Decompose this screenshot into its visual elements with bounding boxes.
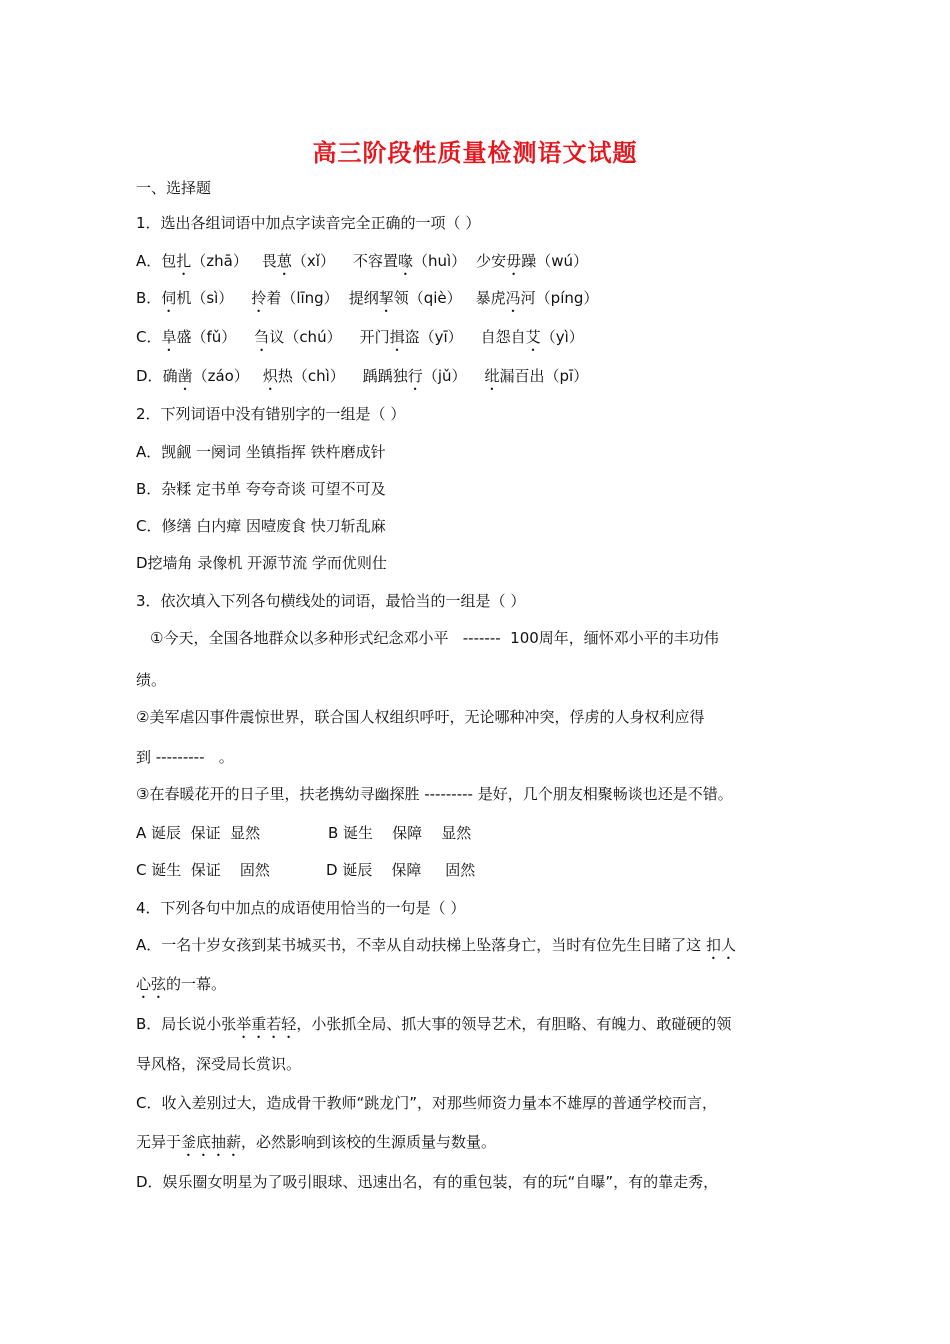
q4-option-a: A．一名十岁女孩到某书城买书，不幸从自动扶梯上坠落身亡，当时有位先生目睹了这 扣人 — [136, 936, 737, 954]
q4-option-c: C．收入差别过大，造成骨干教师“跳龙门”，对那些师资力量本不雄厚的普通学校而言， — [136, 1094, 718, 1112]
q3-sentence-1-cont: 绩。 — [136, 671, 167, 689]
question-4-stem: 4．下列各句中加点的成语使用恰当的一句是（ ） — [136, 899, 466, 917]
q3-sentence-2: ②美军虐囚事件震惊世界，联合国人权组织呼吁，无论哪种冲突，俘虏的人身权利应得 — [136, 708, 705, 726]
q2-option-a: A．觊觎 一阕词 坐镇指挥 铁杵磨成针 — [136, 443, 386, 461]
q4-option-c-cont: 无异于釜底抽薪，必然影响到该校的生源质量与数量。 — [136, 1133, 497, 1151]
q1-option-c: C．阜盛（fǔ） 刍议（chú） 开门揖盗（yī） 自怨自艾（yì） — [136, 328, 584, 346]
q4-option-a-cont: 心弦的一幕。 — [136, 975, 227, 993]
q3-sentence-3: ③在春暖花开的日子里，扶老携幼寻幽探胜 --------- 是好，几个朋友相聚畅谈也还是不错。 — [136, 785, 733, 803]
question-3-stem: 3．依次填入下列各句横线处的词语，最恰当的一组是（ ） — [136, 592, 526, 610]
q3-option-b: B 诞生 保障 显然 — [328, 824, 472, 842]
q3-sentence-1: ①今天，全国各地群众以多种形式纪念邓小平 ------- 100周年，缅怀邓小平的丰功伟 — [150, 629, 719, 647]
page-title: 高三阶段性质量检测语文试题 — [312, 139, 638, 167]
q1-option-b: B．伺机（sì） 拎着（līng） 提纲挈领（qiè） 暴虎冯河（píng） — [136, 289, 599, 307]
q3-option-a: A 诞辰 保证 显然 — [136, 824, 261, 842]
q2-option-b: B．杂糅 定书单 夸夸奇谈 可望不可及 — [136, 480, 386, 498]
q2-option-d: D挖墙角 录像机 开源节流 学而优则仕 — [136, 554, 387, 572]
question-2-stem: 2．下列词语中没有错别字的一组是（ ） — [136, 405, 406, 423]
q1-option-d: D．确凿（záo） 炽热（chì） 踽踽独行（jǔ） 纰漏百出（pī） — [136, 367, 589, 385]
q2-option-c: C．修缮 白内瘴 因噎废食 快刀斩乱麻 — [136, 517, 386, 535]
section-heading: 一、选择题 — [136, 179, 212, 197]
q4-option-b-cont: 导风格，深受局长赏识。 — [136, 1055, 302, 1073]
question-1-stem: 1．选出各组词语中加点字读音完全正确的一项（ ） — [136, 214, 481, 232]
q4-option-b: B．局长说小张举重若轻，小张抓全局、抓大事的领导艺术，有胆略、有魄力、敢碰硬的领 — [136, 1015, 732, 1033]
q3-option-c: C 诞生 保证 固然 — [136, 861, 270, 879]
q4-option-d: D．娱乐圈女明星为了吸引眼球、迅速出名，有的重包装，有的玩“自曝”，有的靠走秀， — [136, 1173, 719, 1191]
q3-sentence-2-cont: 到 --------- 。 — [136, 748, 234, 766]
q1-option-a: A．包扎（zhā） 畏葸（xǐ） 不容置喙（huì） 少安毋躁（wú） — [136, 252, 588, 270]
q3-option-d: D 诞辰 保障 固然 — [326, 861, 476, 879]
